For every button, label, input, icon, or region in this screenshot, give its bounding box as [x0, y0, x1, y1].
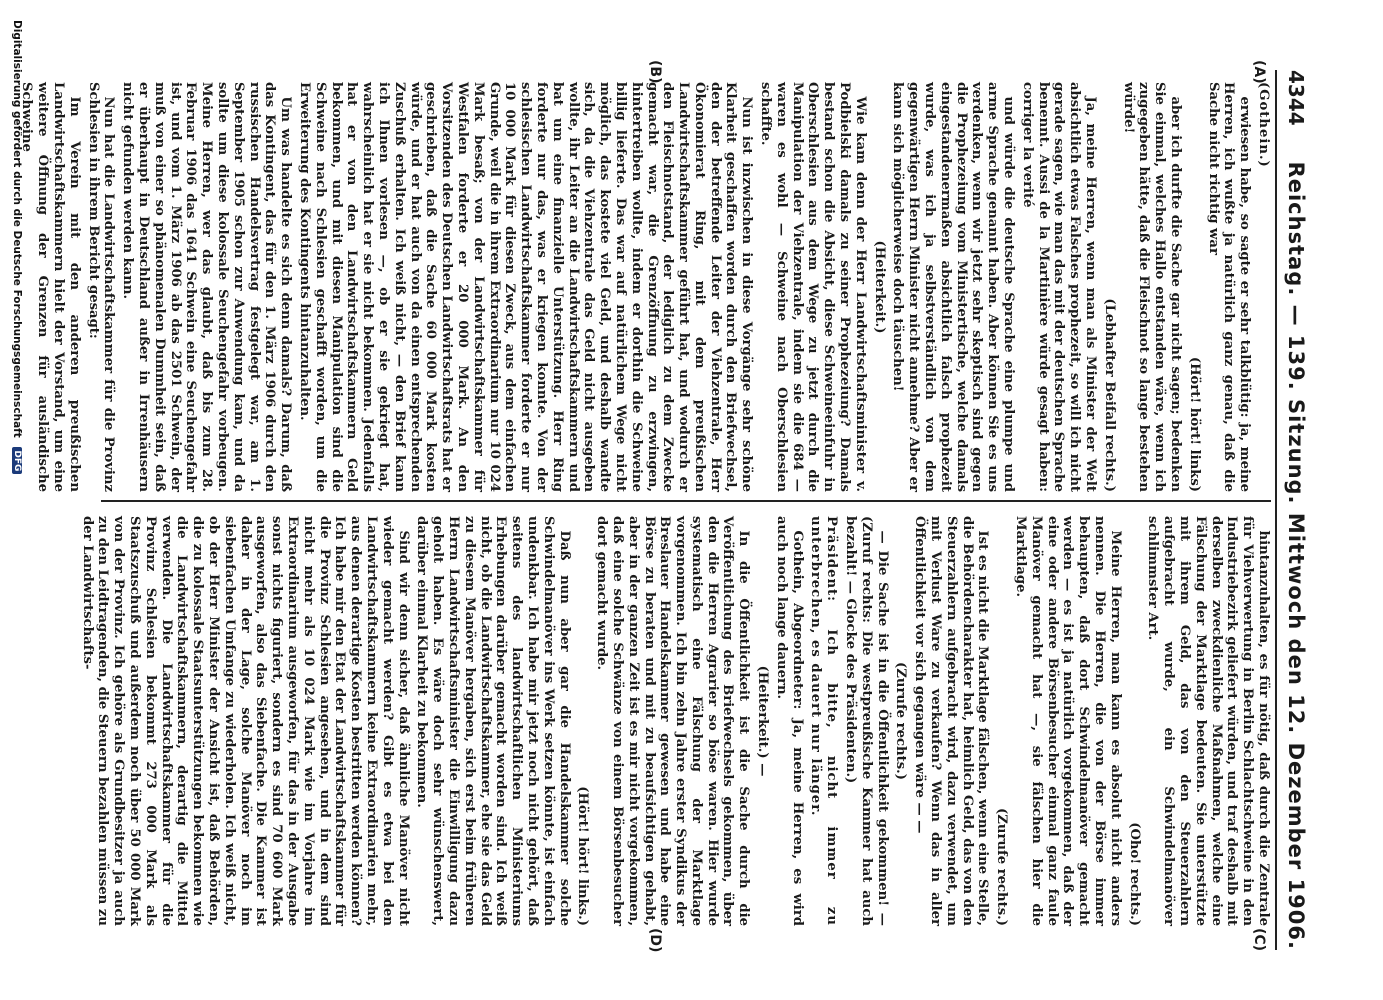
credit-text: Digitalisierung gefördert durch die Deutsche Forschungsgemeinschaft	[11, 20, 23, 438]
paragraph: Gothein, Abgeordneter: Ja, meine Herren, es wird auch noch lange dauern.	[773, 516, 805, 926]
paragraph: Nun ist inzwischen in diese Vorgänge sehr schöne Klarheit geschaffen worden durch den Briefwechsel, den der betreffende Leiter der Viehzentrale, Herr Ökonomierat Ring, mit dem preußischen Landwirtschaftskammer geführt hat, und wodurch er den Fleischnotstand, der lediglich zu dem Zwecke gemacht war, die Grenzöffnung zu erzwingen, hintertreiben wollte, indem er dorthin die Schweine billig lieferte. Das war auf natürlichem Wege nicht möglich, das kostete viel Geld, und deshalb wandte sich, da die Viehzentrale das Geld nicht ausgeben wollte, ihr Leiter an die Landwirtschaftskammern und bat um eine finanzielle Unterstützung. Herr Ring forderte nur das, was er kriegen konnte. Von der schlesischen Landwirtschaftskammer forderte er nur 10 000 Mark für diesen Zweck, aus dem einfachen Grunde, weil die in ihrem Extraordinarium nur 10 024 Mark besaß; von der Landwirtschaftskammer für Westfalen forderte er 20 000 Mark. An den Vorsitzenden des Deutschen Landwirtschaftsrats hat er geschrieben, daß die Sache 60 000 Mark kosten würde, und er hat auch von da einen entsprechenden Zuschuß erhalten. Ich weiß nicht, — den Brief kann ich Ihnen vorlesen —, ob er sie gekriegt hat, wahrscheinlich hat er sie nicht bekommen. Jedenfalls hat er von den Landwirtschaftskammern Geld bekommen, und mit diesen Manipulation sind die Schweine nach Schlesien geschafft worden, um die Erweiterung des Kontingents hintanzuhalten.	[296, 82, 755, 492]
stage-direction: (Zurufe rechts.)	[893, 662, 909, 780]
running-title: Reichstag. — 139. Sitzung. Mittwoch den 12. Dezember 1906.	[1284, 161, 1308, 950]
page-number: 4344	[1284, 70, 1308, 126]
interjection: (Zurufe rechts.)	[994, 808, 1010, 926]
paragraph: Wie kam denn der Herr Landwirtschaftsminister v. Podbielski damals zu seiner Prophezeiung? Damals bestand schon die Absicht, diese Schweineeinfuhr in Oberschlesien aus dem Wege zu jetzt durch die Manipulation der Viehzentrale, indem sie die 684 — waren es wohl — Schweine nach Oberschlesien schaffte.	[758, 82, 868, 492]
paragraph: Meine Herren, man kann es absolut nicht anders nennen. Die Herren, die von der Börse immer behaupten, daß dort Schwindelmanöver gemacht werden — es ist ja natürlich vorgekommen, daß der eine oder andere Börsenbesucher einmal ganz faule Manöver gemacht hat —, sie fälschen hier die Marktlage.	[1013, 516, 1123, 926]
paragraph: Nun hat die Landwirtschaftskammer für die Provinz Schlesien in ihrem Bericht gesagt:	[85, 82, 117, 492]
paragraph: Daß nun aber gar die Handelskammer solche Schwindelmanöver ins Werk setzen könnte, ist einfach undenkbar. Ich habe mir jetzt noch nicht gehört, daß seitens des landwirtschaftlichen Ministeriums Erhebungen darüber gemacht worden sind. Ich weiß nicht, ob die Landwirtschaftskammer, ehe sie das Geld zu diesem Manöver hergaben, sich erst beim früheren Herrn Landwirtschaftsminister die Einwilligung dazu geholt haben. Es wäre doch sehr wünschenswert, darüber einmal Klarheit zu bekommen.	[414, 516, 572, 926]
margin-marker-c: (C)	[1251, 928, 1267, 952]
left-column	[16, 82, 1271, 492]
header-rule	[1275, 70, 1277, 950]
speaker-line: (Gothein.)	[1256, 82, 1271, 168]
paragraph: — Die Sache ist in die Öffentlichkeit gekommen! — (Zuruf rechts: Die westpreußische Kammer hat auch bezahlt! — Glocke des Präsidenten.)	[843, 516, 890, 926]
paragraph: Ja, meine Herren, wenn man als Minister der Welt absichtlich etwas Falsches prophezeit, so will ich nicht gerade sagen, wie man das mit der deutschen Sprache benennt. Aussi de la Martinière würde gesagt haben: corriger la verité	[1019, 82, 1099, 492]
stage-direction: (Heiterkeit.)	[871, 240, 887, 334]
paragraph: hintanzuhalten, es für nötig, daß durch die Zentrale für Viehverwertung in Berlin Schlachtschweine in den Industriebezirk geliefert würden, und traf deshalb mit derselben zweckdienliche Maßnahmen, welche eine Fälschung der Marktlage bedeuten. Sie unterstützte mit ihrem Geld, das von den Steuerzahlern aufgebracht wurde, ein Schwindelmanöver schlimmster Art.	[1145, 516, 1271, 926]
stage-direction: (Heiterkeit.) —	[755, 665, 771, 777]
page-header	[1279, 70, 1313, 950]
dfg-logo: DFG	[12, 447, 22, 474]
paragraph: erwiesen habe, so sagte er sehr talkblütig: ja, meine Herren, ich wußte ja natürlich ganz genau, daß die Sache nicht richtig war	[1205, 82, 1253, 492]
paragraph: Um was handelte es sich denn damals? Darum, daß das Kontingent, das für den 1. März 1906 durch den russischen Handelsvertrag festgelegt war, am 1. September 1905 schon zur Anwendung kam, und da sollte um diese kolossale Seuchengefahr vorbeugen. Meine Herren, wer das glaubt, daß bis zum 28. Februar 1906 das 1641 Schwein eine Seuchengefahr ist, und vom 1. März 1906 ab das 2501 Schwein, der muß von einer so phänomenalen Dummheit sein, daß er überhaupt in Deutschland außer in Irrenhäusern nicht gefunden werden kann.	[120, 82, 294, 492]
paragraph: In die Öffentlichkeit ist die Sache durch die Veröffentlichung des Briefwechsels gekommen, über den die Herren Agrarier so böse waren. Hier wurde systematisch eine Fälschung der Marktlage vorgenommen. Ich bin zehn Jahre erster Syndikus der Breslauer Handelskammer gewesen und habe eine Börse zu beraten und mit zu beaufsichtigen gehabt, aber in der ganzen Zeit ist es mir nicht vorgekommen, daß eine solche Schwänze von einem Börsenbesucher dort gemacht wurde.	[594, 516, 752, 926]
paragraph: und würde die deutsche Sprache eine plumpe und arme Sprache genannt haben. Aber können Sie es uns verdenken, wenn wir jetzt sehr skeptisch sind gegen die Prophezeiung vom Ministertische, welche damals eingestandenermaßen absichtlich falsch prophezeit wurde, was ich ja selbstverständlich von dem gegenwärtigen Herrn Minister nicht annehme? Aber er kann sich möglicherweise doch täuschen!	[890, 82, 1017, 492]
margin-marker-d: (D)	[647, 928, 663, 953]
digitization-credit	[11, 20, 23, 960]
interjection: (Oho! rechts.)	[1126, 822, 1142, 926]
paragraph: Sind wir denn sicher, daß ähnliche Manöver nicht wieder gemacht werden? Gibt es etwa bei den Landwirtschaftskammern keine Extraordinarien mehr, aus denen derartige Kosten bestritten werden können? Ich habe mir den Etat der Landwirtschaftskammer für die Provinz Schlesien angesehen, und in dem sind nicht mehr als 10 024 Mark wie im Vorjahre im Extraordinarium ausgeworfen, für das in der Ausgabe sonst nichts figuriert, sondern es sind 70 600 Mark ausgeworfen, also das Siebenfache. Die Kammer ist daher in der Lage, solche Manöver noch im siebenfachen Umfange zu wiederholen. Ich weiß nicht, ob der Herr Minister der Ansicht ist, daß Behörden, die zu kolossale Staatsunterstützungen bekommen wie die Landwirtschaftskammern, derartig die Mittel verwenden. Die Landwirtschaftskammer für die Provinz Schlesien bekommt 273 000 Mark als Staatszuschuß und außerdem noch über 50 000 Mark von der Provinz. Ich gehöre als Grundbesitzer ja auch zu den Leidtragenden, die Steuern bezahlen müssen zu der Landwirtschafts-	[79, 516, 411, 926]
margin-marker-b: (B)	[647, 60, 663, 84]
paragraph: aber ich durfte die Sache gar nicht sagen; bedenken Sie einmal, welches Hallo entstanden wäre, wenn ich zugegeben hätte, daß die Fleischnot so lange bestehen würde!	[1120, 82, 1184, 492]
interjection: (Lebhafter Beifall rechts.)	[1101, 298, 1117, 492]
margin-marker-a: (A)	[1251, 60, 1267, 84]
paragraph: Im Verein mit den anderen preußischen Landwirtschaftskammern hielt der Vorstand, um eine weitere Öffnung der Grenzen für ausländische Schweine	[19, 82, 82, 492]
right-column	[76, 516, 1271, 926]
speaker-line: Präsident: Ich bitte, nicht immer zu unterbrechen, es dauert nur länger.	[808, 516, 840, 926]
column-divider	[101, 500, 1271, 502]
interjection: (Hört! hört! links)	[1186, 356, 1202, 492]
interjection: (Hört! hört! links.)	[575, 786, 591, 926]
paragraph: Ist es nicht die Marktlage fälschen, wenn eine Stelle, die Behördencharakter hat, heimlich Geld, das von den Steuerzahlern aufgebracht wird, dazu verwendet, um mit Verlust Ware zu verkaufen? Wenn das in aller Öffentlichkeit vor sich gegangen wäre — —	[912, 516, 991, 926]
